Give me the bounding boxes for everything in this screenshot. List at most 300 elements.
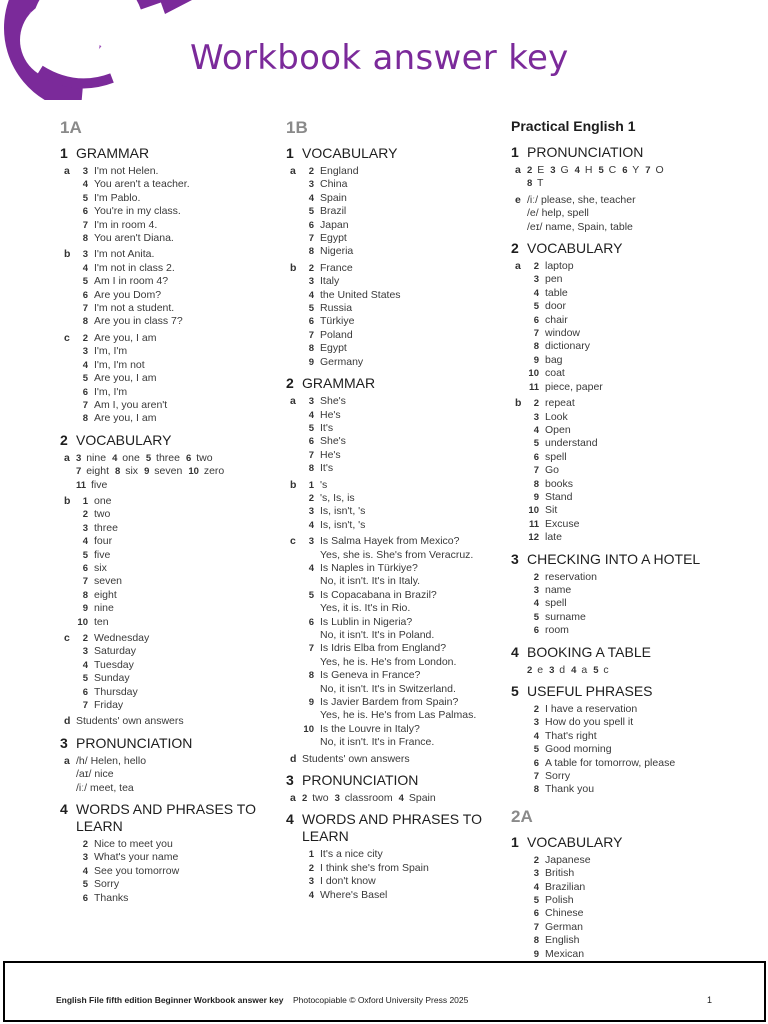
item-number: 4 bbox=[308, 562, 314, 574]
answer-text: books bbox=[545, 477, 574, 490]
exercise-part: d Students' own answers bbox=[64, 715, 184, 728]
answer-line bbox=[527, 287, 751, 300]
answer-line bbox=[76, 302, 275, 315]
answer-text: German bbox=[545, 920, 583, 933]
answer-line bbox=[527, 730, 751, 743]
item-number: 8 bbox=[533, 341, 539, 353]
item-number: 2 bbox=[308, 262, 314, 274]
answer-line bbox=[302, 549, 501, 562]
answer-text: Are you, I am bbox=[94, 331, 157, 344]
answer-line bbox=[76, 865, 275, 878]
item-number: 5 bbox=[82, 192, 88, 204]
answer-text: It's bbox=[320, 421, 334, 434]
answer-text: She's bbox=[320, 395, 346, 408]
item-number: 8 bbox=[308, 670, 314, 682]
item-number: 4 bbox=[533, 881, 539, 893]
item-number: 3 bbox=[82, 646, 88, 658]
answer-line bbox=[527, 340, 751, 353]
answer-text: Italy bbox=[320, 275, 340, 288]
answer-text: Yes, it is. It's in Rio. bbox=[320, 602, 411, 615]
answer-text: You aren't Diana. bbox=[94, 232, 174, 245]
answer-line bbox=[527, 921, 751, 934]
answer-text: British bbox=[545, 867, 575, 880]
exercise-part: a 2 England 3 China 4 Spain 5 Brazil 6 Japan 7 Egypt 8 Nigeria bbox=[286, 165, 501, 259]
item-number: 7 bbox=[533, 328, 539, 340]
answer-text: spell bbox=[545, 597, 567, 610]
answer-text: It's bbox=[320, 462, 334, 475]
answer-text: Are you Dom? bbox=[94, 288, 162, 301]
answer-text: Is Copacabana in Brazil? bbox=[320, 588, 437, 601]
answer-text: Türkiye bbox=[320, 315, 355, 328]
answer-line bbox=[76, 686, 275, 699]
answer-line bbox=[76, 232, 275, 245]
section-heading: 1 VOCABULARY bbox=[286, 145, 398, 161]
answer-text: Are you, I am bbox=[94, 372, 157, 385]
answer-line bbox=[302, 519, 501, 532]
exercise-part bbox=[511, 703, 751, 797]
item-number: 6 bbox=[533, 314, 539, 326]
item-number: 10 bbox=[77, 616, 88, 628]
item-number: 3 bbox=[82, 522, 88, 534]
answer-text: Yes, he is. He's from Las Palmas. bbox=[320, 709, 477, 722]
answer-text: China bbox=[320, 178, 348, 191]
answer-text: Russia bbox=[320, 302, 353, 315]
answer-line bbox=[527, 451, 751, 464]
item-number: 5 bbox=[533, 611, 539, 623]
section-heading: 2 VOCABULARY bbox=[60, 431, 172, 448]
answer-text: No, it isn't. It's in Switzerland. bbox=[320, 682, 456, 695]
item-number: 11 bbox=[528, 518, 539, 530]
answer-text: Are you in class 7? bbox=[94, 315, 183, 328]
answer-text: Spain bbox=[320, 191, 347, 204]
item-number: 3 bbox=[82, 852, 88, 864]
answer-text: three bbox=[94, 521, 118, 534]
answer-text: coat bbox=[545, 367, 565, 380]
answer-line bbox=[302, 656, 501, 669]
item-number: 6 bbox=[82, 289, 88, 301]
item-number: 8 bbox=[308, 246, 314, 258]
answer-text: Is Salma Hayek from Mexico? bbox=[320, 535, 460, 548]
answer-line bbox=[302, 205, 501, 218]
item-number: 3 bbox=[533, 274, 539, 286]
item-number: 5 bbox=[533, 301, 539, 313]
answer-text: Stand bbox=[545, 490, 573, 503]
answer-line bbox=[76, 345, 275, 358]
answer-line bbox=[302, 462, 501, 475]
section-heading: 4 BOOKING A TABLE bbox=[511, 643, 651, 660]
answer-text: dictionary bbox=[545, 340, 590, 353]
answer-text: I'm, I'm not bbox=[94, 358, 145, 371]
answer-line bbox=[302, 289, 501, 302]
answer-line bbox=[527, 624, 751, 637]
answer-text: I'm, I'm bbox=[94, 385, 128, 398]
item-number: 9 bbox=[308, 697, 314, 709]
answer-line bbox=[302, 329, 501, 342]
book-title: English File fifth edition Beginner Workbook answer key bbox=[56, 995, 284, 1005]
item-number: 7 bbox=[82, 219, 88, 231]
item-number: 4 bbox=[308, 289, 314, 301]
item-number: 3 bbox=[533, 868, 539, 880]
answer-text: Is, isn't, 's bbox=[320, 505, 366, 518]
item-number: 8 bbox=[533, 478, 539, 490]
answer-line bbox=[302, 219, 501, 232]
item-number: 3 bbox=[82, 346, 88, 358]
exercise-part: a 3 I'm not Helen. 4 You aren't a teacher. 5 I'm Pablo. 6 You're in my class. 7 I'm in room 4. 8 You aren't Diana. bbox=[60, 165, 275, 245]
answer-text: Look bbox=[545, 410, 568, 423]
item-number: 7 bbox=[533, 771, 539, 783]
item-number: 6 bbox=[308, 316, 314, 328]
answer-text: understand bbox=[545, 437, 598, 450]
answer-text: six bbox=[94, 561, 107, 574]
answer-text: A table for tomorrow, please bbox=[545, 756, 676, 769]
answer-line bbox=[302, 616, 501, 629]
item-number: 5 bbox=[308, 303, 314, 315]
item-number: 9 bbox=[533, 354, 539, 366]
answer-text: Thank you bbox=[545, 783, 595, 796]
item-number: 4 bbox=[308, 409, 314, 421]
item-number: 10 bbox=[528, 505, 539, 517]
answer-line bbox=[527, 437, 751, 450]
item-number: 7 bbox=[82, 399, 88, 411]
answer-line bbox=[527, 867, 751, 880]
answer-line: /iː/ meet, tea bbox=[76, 781, 134, 794]
item-number: 7 bbox=[308, 233, 314, 245]
item-number: 5 bbox=[82, 373, 88, 385]
item-number: 5 bbox=[82, 276, 88, 288]
answer-line bbox=[302, 683, 501, 696]
item-number: 5 bbox=[82, 879, 88, 891]
answer-line bbox=[527, 327, 751, 340]
answer-line bbox=[76, 495, 275, 508]
answer-line bbox=[76, 892, 275, 905]
inline-answer: 3 G bbox=[550, 164, 569, 176]
item-number: 3 bbox=[308, 276, 314, 288]
item-number: 3 bbox=[533, 584, 539, 596]
item-number: 6 bbox=[82, 686, 88, 698]
page-title: Workbook answer key bbox=[190, 38, 569, 78]
answer-line bbox=[302, 669, 501, 682]
answer-line bbox=[76, 262, 275, 275]
item-number: 2 bbox=[82, 839, 88, 851]
exercise-part: a /h/ Helen, hello /aɪ/ nice /iː/ meet, tea bbox=[60, 755, 275, 795]
answer-line bbox=[527, 770, 751, 783]
answer-line bbox=[302, 435, 501, 448]
answer-text: Japan bbox=[320, 218, 349, 231]
answer-line bbox=[302, 862, 501, 875]
inline-answer: 3 d bbox=[549, 663, 566, 676]
answer-text: Chinese bbox=[545, 907, 584, 920]
answer-text: I'm not Anita. bbox=[94, 248, 155, 261]
answer-line bbox=[527, 273, 751, 286]
item-number: 3 bbox=[533, 411, 539, 423]
answer-text: I don't know bbox=[320, 875, 376, 888]
answer-text: Thanks bbox=[94, 891, 129, 904]
inline-answer: 4 one bbox=[112, 451, 140, 464]
answer-text: Japanese bbox=[545, 853, 591, 866]
answer-text: laptop bbox=[545, 260, 574, 273]
answer-text: Yes, he is. He's from London. bbox=[320, 655, 457, 668]
item-number: 8 bbox=[533, 784, 539, 796]
item-number: 8 bbox=[308, 343, 314, 355]
answer-line: /aɪ/ nice bbox=[76, 768, 114, 781]
answer-text: window bbox=[545, 327, 581, 340]
item-number: 2 bbox=[533, 261, 539, 273]
item-number: 5 bbox=[533, 744, 539, 756]
answer-line bbox=[302, 505, 501, 518]
answer-line bbox=[527, 381, 751, 394]
answer-line bbox=[527, 703, 751, 716]
item-number: 3 bbox=[533, 717, 539, 729]
item-number: 11 bbox=[528, 381, 539, 393]
answer-line bbox=[302, 342, 501, 355]
exercise-part: b 3 I'm not Anita. 4 I'm not in class 2. 5 Am I in room 4? 6 Are you Dom? 7 I'm not a student. 8 Are you in class 7? bbox=[60, 248, 275, 328]
answer-line bbox=[527, 300, 751, 313]
item-number bbox=[302, 656, 314, 669]
item-number: 12 bbox=[528, 532, 539, 544]
answer-line bbox=[527, 934, 751, 947]
answer-line bbox=[76, 178, 275, 191]
item-number: 4 bbox=[82, 179, 88, 191]
exercise-part: d Students' own answers bbox=[290, 752, 410, 765]
section-heading: 2 VOCABULARY bbox=[511, 240, 623, 257]
answer-text: Saturday bbox=[94, 645, 137, 658]
answer-line bbox=[302, 356, 501, 369]
answer-text: reservation bbox=[545, 570, 597, 583]
exercise-part: b 1 one 2 two 3 three 4 four 5 five 6 six 7 seven 8 eight 9 nine 10 ten bbox=[60, 495, 275, 629]
answer-line bbox=[302, 192, 501, 205]
answer-line bbox=[76, 289, 275, 302]
answer-line bbox=[76, 589, 275, 602]
answer-text: Yes, she is. She's from Veracruz. bbox=[320, 548, 474, 561]
answer-line bbox=[302, 395, 501, 408]
item-number: 2 bbox=[533, 854, 539, 866]
answer-line bbox=[76, 192, 275, 205]
item-number: 6 bbox=[533, 451, 539, 463]
answer-line bbox=[302, 535, 501, 548]
answer-text: surname bbox=[545, 610, 586, 623]
item-number: 3 bbox=[82, 166, 88, 177]
answer-text: Is Javier Bardem from Spain? bbox=[320, 696, 459, 709]
answer-text: I have a reservation bbox=[545, 703, 638, 715]
exercise-part: a 2 laptop 3 pen 4 table 5 door 6 chair 7 window 8 dictionary 9 bag 10 coat 11 piece, paper bbox=[511, 260, 751, 394]
inline-answer: 8 T bbox=[527, 177, 544, 190]
exercise-part: b 1 's 2 's, Is, is 3 Is, isn't, 's 4 Is, isn't, 's bbox=[286, 479, 501, 533]
answer-text: No, it isn't. It's in Italy. bbox=[320, 575, 421, 588]
answer-text: 's bbox=[320, 478, 328, 491]
item-number: 6 bbox=[533, 625, 539, 637]
purple-ring-logo bbox=[0, 0, 200, 100]
answer-line bbox=[76, 522, 275, 535]
item-number: 7 bbox=[533, 921, 539, 933]
exercise-part: a 3 nine 4 one 5 three 6 two 7 eight 8 six 9 seven 10 zero 11 five bbox=[64, 451, 225, 491]
answer-line bbox=[302, 589, 501, 602]
answer-line bbox=[302, 723, 501, 736]
answer-text: Nice to meet you bbox=[94, 838, 173, 851]
answer-text: door bbox=[545, 300, 567, 313]
answer-text: Where's Basel bbox=[320, 888, 388, 901]
column-practical-english bbox=[511, 116, 751, 964]
item-number: 4 bbox=[82, 659, 88, 671]
item-number: 8 bbox=[82, 413, 88, 425]
answer-line bbox=[302, 642, 501, 655]
answer-line bbox=[527, 716, 751, 729]
item-number: 2 bbox=[533, 704, 539, 715]
item-number: 4 bbox=[533, 287, 539, 299]
exercise-part: a 2 E 3 G 4 H 5 C 6 Y 7 O 8 T bbox=[515, 164, 664, 190]
answer-line bbox=[302, 736, 501, 749]
answer-text: Sorry bbox=[94, 878, 120, 891]
item-number: 5 bbox=[308, 589, 314, 601]
section-heading: 3 CHECKING INTO A HOTEL bbox=[511, 550, 701, 567]
column-1a bbox=[60, 116, 275, 908]
answer-text: She's bbox=[320, 435, 346, 448]
answer-line: /e/ help, spell bbox=[527, 207, 589, 220]
answer-text: No, it isn't. It's in Poland. bbox=[320, 629, 435, 641]
item-number: 9 bbox=[82, 603, 88, 615]
answer-text: I think she's from Spain bbox=[320, 861, 429, 874]
answer-line bbox=[76, 562, 275, 575]
answer-text: Sorry bbox=[545, 770, 571, 783]
inline-answer: 2 e bbox=[527, 663, 544, 676]
answer-text: Germany bbox=[320, 355, 364, 368]
answer-line bbox=[527, 948, 751, 961]
answer-text: Is, isn't, 's bbox=[320, 518, 366, 531]
page-footer bbox=[3, 961, 766, 1022]
item-number: 6 bbox=[82, 892, 88, 904]
inline-answer: 3 classroom bbox=[334, 792, 393, 805]
answer-text: room bbox=[545, 624, 569, 637]
answer-text: two bbox=[94, 508, 111, 521]
answer-text: How do you spell it bbox=[545, 716, 634, 729]
section-heading: 2 GRAMMAR bbox=[286, 375, 376, 392]
item-number: 3 bbox=[308, 506, 314, 518]
answer-text: late bbox=[545, 531, 562, 544]
answer-line bbox=[76, 672, 275, 685]
item-number: 1 bbox=[308, 849, 314, 861]
item-number: 8 bbox=[82, 316, 88, 328]
exercise-part: c 2 Are you, I am 3 I'm, I'm 4 I'm, I'm not 5 Are you, I am 6 I'm, I'm 7 Am I, you aren't 8 Are you, I am bbox=[60, 332, 275, 426]
column-1b bbox=[286, 116, 501, 905]
section-heading: 1 GRAMMAR bbox=[60, 145, 150, 161]
item-number: 2 bbox=[82, 633, 88, 644]
answer-line bbox=[302, 422, 501, 435]
exercise-part bbox=[286, 848, 501, 902]
item-number: 5 bbox=[82, 673, 88, 685]
answer-line bbox=[302, 275, 501, 288]
item-number: 5 bbox=[308, 422, 314, 434]
inline-answer: 5 three bbox=[145, 451, 180, 464]
item-number: 9 bbox=[308, 356, 314, 368]
answer-line bbox=[527, 907, 751, 920]
answer-line bbox=[76, 535, 275, 548]
answer-line bbox=[302, 696, 501, 709]
item-number: 4 bbox=[533, 730, 539, 742]
answer-text: Is Idris Elba from England? bbox=[320, 642, 447, 655]
item-number: 4 bbox=[82, 536, 88, 548]
item-number bbox=[302, 683, 314, 696]
copyright: Photocopiable © Oxford University Press 2025 bbox=[292, 995, 469, 1005]
item-number: 7 bbox=[308, 449, 314, 461]
answer-line bbox=[76, 878, 275, 891]
answer-line bbox=[302, 602, 501, 615]
answer-text: Tuesday bbox=[94, 658, 134, 671]
answer-line: /h/ Helen, hello bbox=[76, 754, 147, 767]
answer-line: /iː/ please, she, teacher bbox=[527, 193, 636, 206]
item-number: 4 bbox=[308, 889, 314, 901]
answer-line bbox=[302, 848, 501, 861]
inline-answer: 5 c bbox=[593, 663, 609, 676]
item-number bbox=[302, 709, 314, 722]
item-number: 7 bbox=[308, 329, 314, 341]
answer-line bbox=[527, 504, 751, 517]
answer-line bbox=[76, 838, 275, 851]
answer-line bbox=[527, 894, 751, 907]
answer-text: repeat bbox=[545, 397, 575, 410]
item-number: 2 bbox=[308, 492, 314, 504]
exercise-part bbox=[511, 854, 751, 961]
answer-line bbox=[302, 889, 501, 902]
answer-text: Good morning bbox=[545, 743, 612, 756]
answer-line bbox=[76, 219, 275, 232]
item-number: 7 bbox=[82, 576, 88, 588]
answer-text: Is Naples in Türkiye? bbox=[320, 561, 418, 574]
item-number: 9 bbox=[533, 491, 539, 503]
inline-answer: 6 Y bbox=[622, 164, 640, 176]
exercise-part: c 2 Wednesday 3 Saturday 4 Tuesday 5 Sunday 6 Thursday 7 Friday bbox=[60, 632, 275, 712]
section-heading: 4 WORDS AND PHRASES TO LEARN bbox=[60, 801, 256, 835]
item-number: 6 bbox=[308, 616, 314, 628]
answer-text: Sit bbox=[545, 504, 558, 517]
unit-heading: 1B bbox=[286, 118, 308, 137]
answer-line bbox=[76, 275, 275, 288]
page-number: 1 bbox=[706, 995, 712, 1005]
answer-line bbox=[76, 332, 275, 345]
answer-text: Poland bbox=[320, 328, 353, 341]
answer-line bbox=[76, 632, 275, 645]
item-number: 2 bbox=[308, 862, 314, 874]
answer-line bbox=[302, 479, 501, 492]
answer-text: I'm in room 4. bbox=[94, 218, 158, 231]
exercise-part bbox=[511, 571, 751, 638]
answer-line bbox=[302, 629, 501, 642]
answer-text: What's your name bbox=[94, 851, 179, 864]
answer-line bbox=[76, 645, 275, 658]
item-number: 3 bbox=[82, 249, 88, 261]
answer-text: English bbox=[545, 934, 580, 947]
exercise-part: a 2 two 3 classroom 4 Spain bbox=[290, 792, 436, 805]
section-heading: 4 WORDS AND PHRASES TO LEARN bbox=[286, 811, 482, 845]
answer-text: ten bbox=[94, 615, 109, 628]
answer-text: Mexican bbox=[545, 947, 585, 960]
item-number bbox=[302, 602, 314, 615]
answer-text: I'm not a student. bbox=[94, 302, 175, 315]
answer-line bbox=[527, 531, 751, 544]
item-number: 2 bbox=[533, 398, 539, 410]
inline-answer: 7 O bbox=[645, 164, 664, 176]
answer-text: Egypt bbox=[320, 342, 347, 355]
exercise-part: c 3 Is Salma Hayek from Mexico? Yes, she is. She's from Veracruz. 4 Is Naples in Türkiye? No, it isn't. It's in Italy. 5 Is Copacabana in Brazil? Yes, it is. It's in Rio. 6 Is Lublin in Nigeria? No, it isn't. It's in Poland. 7 Is Idris Elba from England? Yes, he is. He's from London. 8 Is Geneva in France? No, it isn't. It's in Switzerland. 9 Is Javier Bardem from Spain? Yes, he is. He's from Las Palmas. 10 Is the Louvre in Italy? No, it isn't. It's in France. bbox=[286, 535, 501, 750]
answer-line bbox=[302, 492, 501, 505]
inline-answer: 5 C bbox=[598, 164, 617, 176]
answer-text: the United States bbox=[320, 288, 401, 301]
item-number: 7 bbox=[533, 465, 539, 477]
section-heading: 1 VOCABULARY bbox=[511, 833, 623, 850]
item-number: 2 bbox=[82, 509, 88, 521]
answer-line bbox=[527, 411, 751, 424]
unit-heading: 1A bbox=[60, 118, 82, 137]
answer-line bbox=[76, 508, 275, 521]
answer-text: I'm Pablo. bbox=[94, 191, 141, 204]
